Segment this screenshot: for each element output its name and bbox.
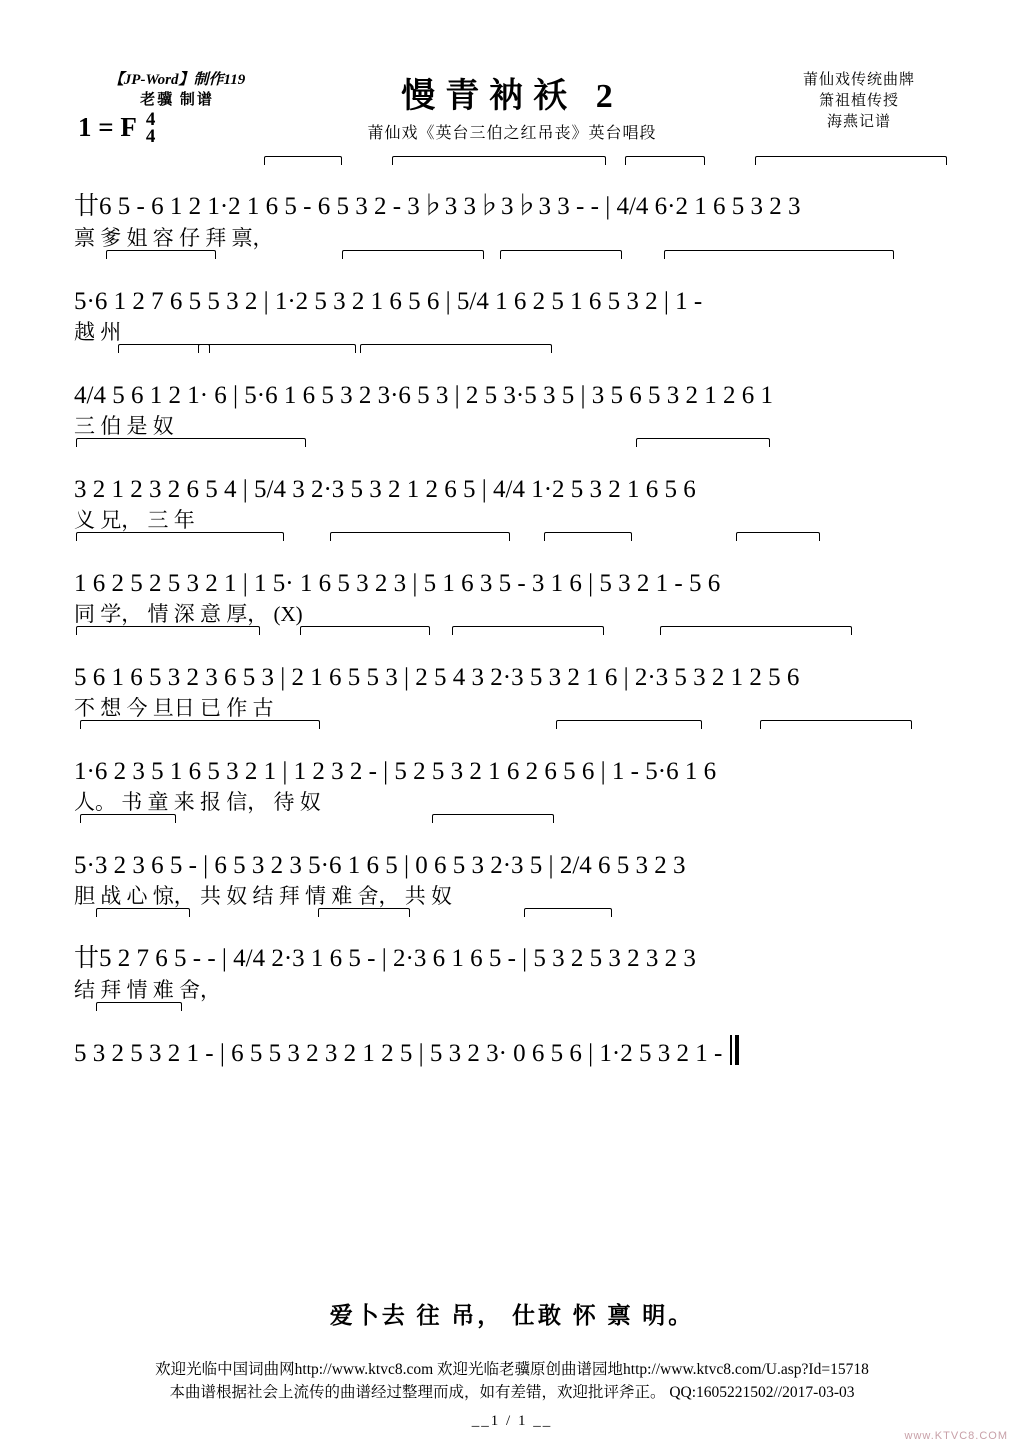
page-title: 慢青衲袄 2 — [401, 78, 623, 115]
music-system — [0, 1016, 1024, 1110]
music-body — [0, 170, 1024, 1110]
slur-mark — [660, 626, 852, 635]
lyric-row: 越 州 — [74, 320, 122, 344]
lyric-row — [74, 1068, 950, 1102]
slur-mark — [76, 438, 306, 447]
slur-mark — [96, 1002, 182, 1011]
lyric-row: 胆 战 心 惊， 共 奴 结 拜 情 难 舍， 共 奴 — [74, 884, 452, 908]
time-signature-numerator: 4 — [145, 109, 156, 130]
slur-mark — [625, 156, 705, 165]
slur-mark — [342, 250, 484, 259]
slur-mark — [432, 814, 554, 823]
key-signature-label: 1 = F — [78, 111, 137, 142]
lyric-row: 不 想 今 旦日 已 作 古 — [74, 696, 274, 720]
credit-right-line1: 莆仙戏传统曲牌 — [802, 72, 915, 88]
lyric-row: 禀 爹 姐 容 仔 拜 禀， — [74, 226, 274, 250]
time-signature-denominator: 4 — [145, 126, 156, 147]
note-row: 4/4 5 6 1 2 1· 6 | 5·6 1 6 5 3 2 3·6 5 3 | 2 5 3·5 3 5 | 3 5 6 5 3 2 1 2 6 1 — [74, 382, 774, 409]
slur-mark — [760, 720, 912, 729]
slur-mark — [76, 532, 284, 541]
credit-right — [764, 70, 954, 133]
slur-mark — [198, 344, 356, 353]
credit-left-line2: 老骥 制谱 — [140, 92, 214, 108]
page-footer — [0, 1358, 1024, 1404]
note-row: 廿6 5 - 6 1 2 1·2 1 6 5 - 6 5 3 2 - 3♭3 3♭3♭3 3 - - | 4/4 6·2 1 6 5 3 2 3 — [74, 193, 801, 220]
slur-mark — [452, 626, 604, 635]
slur-mark — [636, 438, 770, 447]
footer-line-1: 欢迎光临中国词曲网http://www.ktvc8.com 欢迎光临老骥原创曲谱园地http://www.ktvc8.com/U.asp?Id=15718 — [155, 1361, 869, 1378]
note-row: 1·6 2 3 5 1 6 5 3 2 1 | 1 2 3 2 - | 5 2 5 3 2 1 6 2 6 5 6 | 1 - 5·6 1 6 — [74, 758, 717, 785]
slur-mark — [80, 720, 320, 729]
slur-mark — [96, 908, 190, 917]
slur-mark — [392, 156, 606, 165]
lyric-row: 同 学， 情 深 意 厚， (X) — [74, 602, 303, 626]
note-row: 5·3 2 3 6 5 - | 6 5 3 2 3 5·6 1 6 5 | 0 6 5 3 2·3 5 | 2/4 6 5 3 2 3 — [74, 852, 686, 879]
lyric-row: 人。 书 童 来 报 信， 待 奴 — [74, 790, 321, 814]
final-barline — [730, 1035, 739, 1065]
slur-mark — [76, 626, 260, 635]
slur-mark — [500, 250, 622, 259]
note-row: 3 2 1 2 3 2 6 5 4 | 5/4 3 2·3 5 3 2 1 2 6 5 | 4/4 1·2 5 3 2 1 6 5 6 — [74, 476, 696, 503]
slur-mark — [360, 344, 552, 353]
lyric-row: 三 伯 是 奴 — [74, 414, 174, 438]
slur-mark — [755, 156, 947, 165]
page-number: __1 / 1 __ — [471, 1413, 553, 1429]
slur-mark — [264, 156, 342, 165]
slur-mark — [80, 814, 176, 823]
note-row: 5 6 1 6 5 3 2 3 6 5 3 | 2 1 6 5 5 3 | 2 5 4 3 2·3 5 3 2 1 6 | 2·3 5 3 2 1 2 5 6 — [74, 664, 800, 691]
note-row-text: 5 3 2 5 3 2 1 - | 6 5 5 3 2 3 2 1 2 5 | 5 3 2 3· 0 6 5 6 | 1·2 5 3 2 1 - — [74, 1040, 723, 1067]
note-row: 廿5 2 7 6 5 - - | 4/4 2·3 1 6 5 - | 2·3 6 1 6 5 - | 5 3 2 5 3 2 3 2 3 — [74, 945, 696, 972]
page-subtitle: 莆仙戏《英台三伯之红吊丧》英台唱段 — [367, 125, 657, 142]
final-lyric-line: 爱卜去 往 吊， 仕敢 怀 禀 明。 — [329, 1303, 695, 1328]
slur-mark — [664, 250, 894, 259]
note-row — [74, 1016, 950, 1068]
page-header — [0, 58, 1024, 168]
slur-mark — [524, 908, 612, 917]
credit-right-line3: 海燕记谱 — [826, 114, 891, 130]
credit-right-line2: 箫祖植传授 — [818, 93, 899, 109]
footer-line-2: 本曲谱根据社会上流传的曲谱经过整理而成，如有差错，欢迎批评斧正。 QQ:1605221502//2017-03-03 — [169, 1384, 855, 1401]
note-row: 1 6 2 5 2 5 3 2 1 | 1 5· 1 6 5 3 2 3 | 5 1 6 3 5 - 3 1 6 | 5 3 2 1 - 5 6 — [74, 570, 721, 597]
slur-mark — [556, 720, 702, 729]
slur-mark — [544, 532, 632, 541]
slur-mark — [300, 626, 430, 635]
slur-mark — [736, 532, 820, 541]
slur-mark — [330, 532, 510, 541]
lyric-row: 结 拜 情 难 舍， — [74, 978, 221, 1002]
watermark: www.KTVC8.COM — [904, 1430, 1008, 1442]
lyric-row: 义 兄， 三 年 — [74, 508, 195, 532]
slur-mark — [318, 908, 410, 917]
note-row: 5·6 1 2 7 6 5 5 3 2 | 1·2 5 3 2 1 6 5 6 | 5/4 1 6 2 5 1 6 5 3 2 | 1 - — [74, 288, 703, 315]
credit-left-line1: 【JP-Word】制作119 — [108, 72, 246, 88]
slur-mark — [118, 344, 210, 353]
slur-mark — [106, 250, 216, 259]
